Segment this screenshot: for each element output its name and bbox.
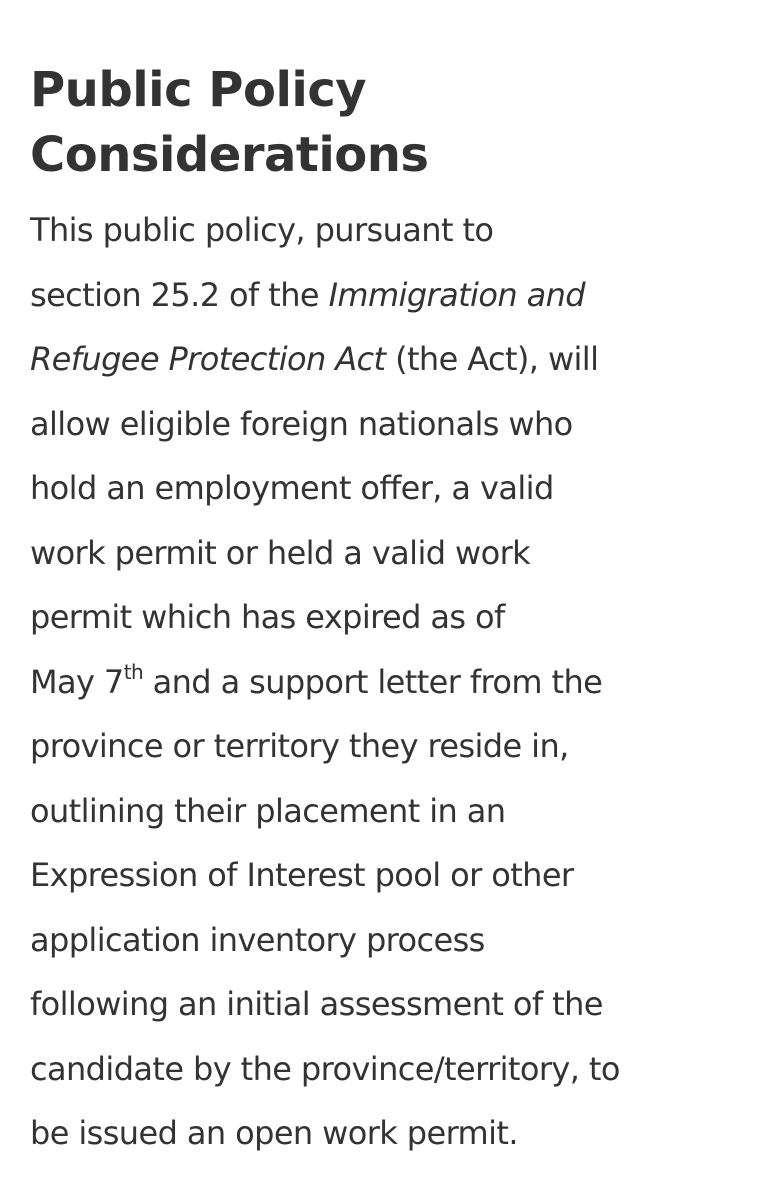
paragraph-text: May 7 [30,662,124,701]
act-title-part-1: Immigration and [328,275,585,314]
paragraph-line: outlining their placement in an [30,791,506,830]
paragraph-line: Expression of Interest pool or other [30,856,574,894]
paragraph-line: permit which has expired as of [30,598,505,636]
paragraph-line: candidate by the province/territory, to [30,1049,620,1088]
paragraph-text: section 25.2 of the [30,275,329,314]
policy-paragraph [30,198,740,1166]
section-heading [30,58,740,188]
paragraph-line: This public policy, pursuant to [30,211,494,249]
heading-line-1: Public Policy [30,62,367,118]
paragraph-line [30,650,740,715]
act-title-part-2: Refugee Protection Act [30,340,386,378]
paragraph-line: hold an employment offer, a valid [30,469,554,507]
paragraph-line: province or territory they reside in, [30,727,569,765]
paragraph-text: (the Act), will [385,340,599,378]
paragraph-line [30,263,740,328]
paragraph-line: following an initial assessment of the [30,985,603,1023]
heading-line-2: Considerations [30,127,429,183]
paragraph-line: allow eligible foreign nationals who [30,404,573,443]
paragraph-line: be issued an open work permit. [30,1114,518,1152]
paragraph-line: application inventory process [30,920,485,959]
paragraph-line: work permit or held a valid work [30,533,531,572]
ordinal-suffix: th [123,659,144,684]
paragraph-text: and a support letter from the [143,662,603,701]
paragraph-line [30,327,740,392]
